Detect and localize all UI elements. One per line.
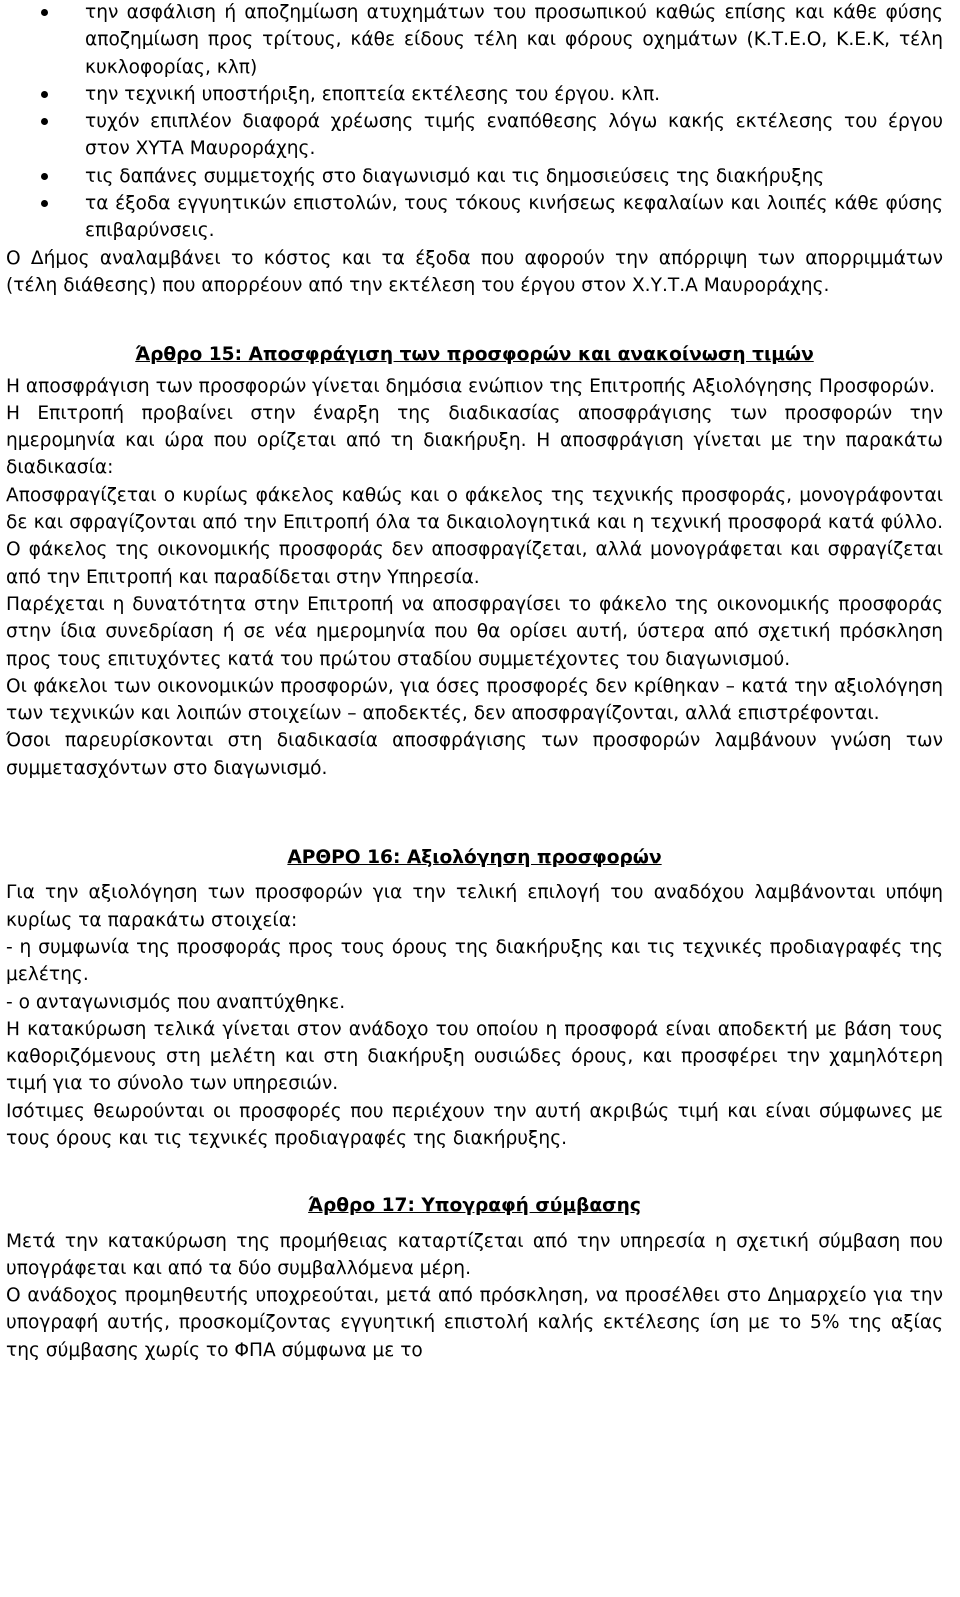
paragraph: Η Επιτροπή προβαίνει στην έναρξη της διαδικασίας αποσφράγισης των προσφορών την ημερομηνία και ώρα που ορίζεται από τη διακήρυξη. Η αποσφράγιση γίνεται με την παρακάτω διαδικασία: — [6, 402, 943, 479]
paragraph: Όσοι παρευρίσκονται στη διαδικασία αποσφράγισης των προσφορών λαμβάνουν γνώση των συμμετασχόντων στο διαγωνισμό. — [6, 730, 943, 779]
paragraph: Η αποσφράγιση των προσφορών γίνεται δημόσια ενώπιον της Επιτροπής Αξιολόγησης Προσφορών. — [6, 375, 936, 397]
paragraph: - ο ανταγωνισμός που αναπτύχθηκε. — [6, 991, 346, 1013]
bullet-icon — [41, 200, 48, 207]
list-item-text: τυχόν επιπλέον διαφορά χρέωσης τιμής εναπόθεσης λόγω κακής εκτέλεσης του έργου στον ΧΥΤΑ Μαυροράχης. — [85, 111, 943, 160]
list-item — [6, 0, 943, 81]
paragraph: - η συμφωνία της προσφοράς προς τους όρους της διακήρυξης και τις τεχνικές προδιαγραφές της μελέτης. — [6, 936, 943, 986]
paragraph: Ισότιμες θεωρούνται οι προσφορές που περιέχουν την αυτή ακριβώς τιμή και είναι σύμφωνες με τους όρους και τις τεχνικές προδιαγραφές της διακήρυξης. — [6, 1100, 943, 1149]
article-16-section — [6, 844, 943, 1152]
list-item-text: τις δαπάνες συμμετοχής στο διαγωνισμό και τις δημοσιεύσεις της διακήρυξης — [85, 165, 825, 187]
list-item — [6, 81, 943, 108]
bullet-icon — [41, 118, 48, 125]
bullet-icon — [41, 173, 48, 180]
list-item-text: τα έξοδα εγγυητικών επιστολών, τους τόκους κινήσεως κεφαλαίων και λοιπές κάθε φύσης επιβαρύνσεις. — [85, 193, 943, 242]
intro-paragraph: Ο Δήμος αναλαμβάνει το κόστος και τα έξοδα που αφορούν την απόρριψη των απορριμμάτων (τέλη διάθεσης) που απορρέουν από την εκτέλεση του έργου στον Χ.Υ.Τ.Α Μαυροράχης. — [6, 247, 943, 296]
list-item-text: την τεχνική υποστήριξη, εποπτεία εκτέλεσης του έργου. κλπ. — [85, 83, 661, 105]
paragraph: Η κατακύρωση τελικά γίνεται στον ανάδοχο του οποίου η προσφορά είναι αποδεκτή με βάση τους καθοριζόμενους στη μελέτη και στη διακήρυξη ουσιώδες όρους, και προσφέρει την χαμηλότερη τιμή για το σύνολο των υπηρεσιών. — [6, 1018, 943, 1095]
paragraph: Αποσφραγίζεται ο κυρίως φάκελος καθώς και ο φάκελος της τεχνικής προσφοράς, μονογράφονται δε και σφραγίζονται από την Επιτροπή όλα τα δικαιολογητικά και η τεχνική προσφορά κατά φύλλο. Ο φάκελος της οικονομικής προσφοράς δεν αποσφραγίζεται, αλλά μονογράφεται και σφραγίζεται από την Επιτροπή και παραδίδεται στην Υπηρεσία. — [6, 484, 943, 588]
list-item — [6, 108, 943, 163]
paragraph: Παρέχεται η δυνατότητα στην Επιτροπή να αποσφραγίσει το φάκελο της οικονομικής προσφοράς στην ίδια συνεδρίαση ή σε νέα ημερομηνία που θα ορίσει αυτή, ύστερα από σχετική πρόσκληση προς τους επιτυχόντες κατά του πρώτου σταδίου συμμετέχοντες του διαγωνισμού. — [6, 593, 943, 670]
document-page — [6, 0, 943, 1364]
list-item — [6, 163, 943, 190]
article-17-section — [6, 1192, 943, 1364]
paragraph: Οι φάκελοι των οικονομικών προσφορών, για όσες προσφορές δεν κρίθηκαν – κατά την αξιολόγηση των τεχνικών και λοιπών στοιχείων – αποδεκτές, δεν αποσφραγίζονται, αλλά επιστρέφονται. — [6, 675, 943, 725]
bullet-icon — [41, 9, 48, 16]
article-16-title: ΑΡΘΡΟ 16: Αξιολόγηση προσφορών — [287, 847, 662, 869]
paragraph: Μετά την κατακύρωση της προμήθειας καταρτίζεται από την υπηρεσία η σχετική σύμβαση που υπογράφεται και από τα δύο συμβαλλόμενα μέρη. — [6, 1230, 943, 1279]
article-17-title: Άρθρο 17: Υπογραφή σύμβασης — [308, 1195, 641, 1217]
paragraph: Ο ανάδοχος προμηθευτής υποχρεούται, μετά από πρόσκληση, να προσέλθει στο Δημαρχείο για την υπογραφή αυτής, προσκομίζοντας εγγυητική επιστολή καλής εκτέλεσης ίση με το 5% της αξίας της σύμβασης χωρίς το ΦΠΑ σύμφωνα με το — [6, 1285, 943, 1361]
bullet-icon — [41, 91, 48, 98]
list-item — [6, 190, 943, 245]
cost-items-list — [6, 0, 943, 245]
list-item-text: την ασφάλιση ή αποζημίωση ατυχημάτων του προσωπικού καθώς επίσης και κάθε φύσης αποζημίωση προς τρίτους, κάθε είδους τέλη και φόρους οχημάτων (Κ.Τ.Ε.Ο, Κ.Ε.Κ, τέλη κυκλοφορίας, κλπ) — [85, 2, 943, 78]
paragraph: Για την αξιολόγηση των προσφορών για την τελική επιλογή του αναδόχου λαμβάνονται υπόψη κυρίως τα παρακάτω στοιχεία: — [6, 882, 943, 931]
article-15-section — [6, 341, 943, 782]
article-15-title: Άρθρο 15: Αποσφράγιση των προσφορών και ανακοίνωση τιμών — [135, 344, 814, 366]
